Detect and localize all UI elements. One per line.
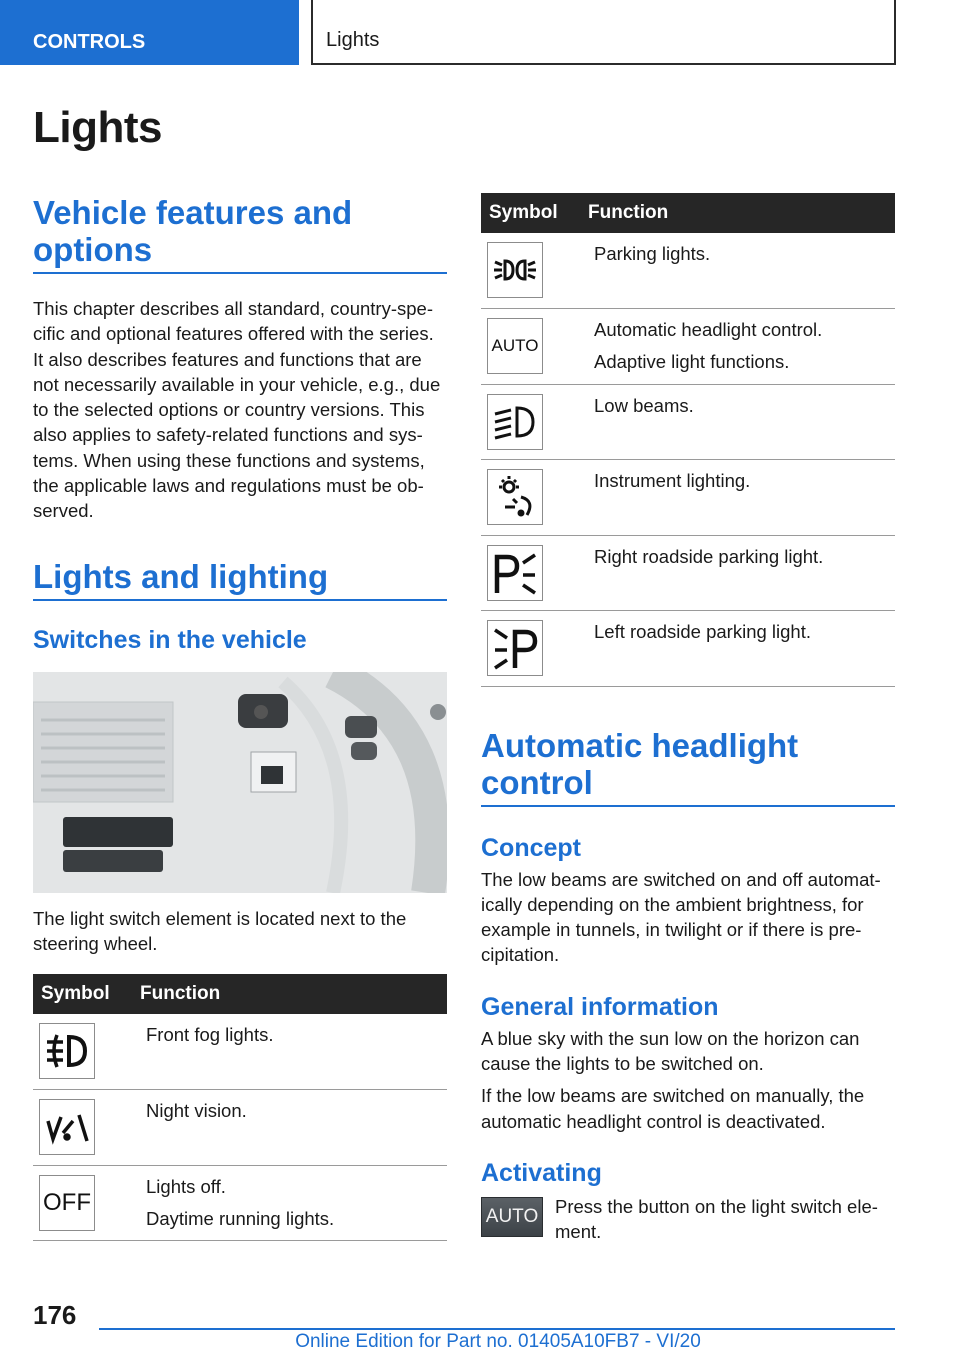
- table-row: [481, 611, 895, 687]
- function-text: Lights off.: [146, 1175, 226, 1197]
- table-header-symbol: Symbol: [33, 974, 140, 1014]
- features-paragraph: This chapter describes all standard, country-spe- cific and optional features offered with the series. It also describes features and functions that are not necessarily available in your vehicle, e.g., due to the selected options or country versions. This also applies to safety-related functions and sys- tems. When using these functions and systems, the applicable laws and regulations must be ob- served.: [33, 298, 441, 522]
- table-header-symbol: Symbol: [481, 193, 588, 233]
- table-row: [481, 460, 895, 536]
- table-row: [33, 1165, 447, 1241]
- activating-paragraph: Press the button on the light switch ele- ment.: [555, 1195, 878, 1243]
- heading-lights-and-lighting: Lights and lighting: [33, 558, 447, 601]
- table-row: [481, 535, 895, 611]
- function-text: Low beams.: [594, 394, 694, 416]
- dashboard-illustration: [33, 672, 447, 893]
- table-row: [481, 384, 895, 460]
- table-row: [33, 1090, 447, 1166]
- general-paragraph-1: A blue sky with the sun low on the horizon can cause the lights to be switched on.: [481, 1027, 860, 1074]
- left-column: [33, 194, 447, 1241]
- function-text: Left roadside parking light.: [594, 621, 811, 642]
- function-text: Night vision.: [146, 1100, 247, 1122]
- left-roadside-parking-light-icon: [487, 620, 543, 676]
- night-vision-icon: [39, 1099, 95, 1155]
- function-text: Automatic headlight control.: [594, 319, 823, 340]
- heading-vehicle-features: Vehicle features and options: [33, 194, 447, 274]
- switch-location-paragraph: The light switch element is located next to the steering wheel.: [33, 907, 407, 954]
- function-text: Daytime running lights.: [146, 1207, 335, 1229]
- heading-activating: Activating: [481, 1158, 602, 1187]
- left-symbol-table: [33, 974, 447, 1241]
- concept-paragraph: The low beams are switched on and off automat- ically depending on the ambient brightness, for example in tunnels, in twilight or if there is pre- cipitation.: [481, 868, 881, 966]
- footer-edition: Online Edition for Part no. 01405A10FB7 - VI/20: [295, 1331, 701, 1352]
- header-section-tab: CONTROLS: [0, 0, 299, 65]
- heading-general-information: General information: [481, 992, 719, 1021]
- function-text: Front fog lights.: [146, 1024, 274, 1046]
- heading-switches-in-vehicle: Switches in the vehicle: [33, 625, 307, 654]
- right-column: [481, 193, 895, 1244]
- light-switch-photo: [33, 672, 447, 893]
- header-topic-tab: Lights: [311, 0, 896, 65]
- auto-button-icon: AUTO: [481, 1197, 543, 1237]
- function-text: Right roadside parking light.: [594, 545, 824, 567]
- parking-lights-icon: [487, 242, 543, 298]
- front-fog-lights-icon: [39, 1023, 95, 1079]
- table-header-function: Function: [140, 974, 447, 1014]
- table-header-function: Function: [588, 193, 895, 233]
- table-row: [481, 309, 895, 385]
- table-row: [481, 233, 895, 309]
- low-beams-icon: [487, 394, 543, 450]
- general-paragraph-2: If the low beams are switched on manually, the automatic headlight control is deactivated.: [481, 1085, 865, 1132]
- right-symbol-table: [481, 193, 895, 687]
- auto-icon: AUTO: [487, 318, 543, 374]
- instrument-lighting-icon: [487, 469, 543, 525]
- table-row: [33, 1014, 447, 1090]
- function-text: Instrument lighting.: [594, 470, 751, 491]
- function-text: Parking lights.: [594, 243, 711, 264]
- footer-divider: [99, 1328, 895, 1330]
- lights-off-icon: OFF: [39, 1175, 95, 1231]
- activating-block: [481, 1194, 895, 1245]
- right-roadside-parking-light-icon: [487, 545, 543, 601]
- page-number: 176: [33, 1300, 77, 1330]
- page-title: Lights: [33, 103, 162, 152]
- heading-concept: Concept: [481, 833, 581, 862]
- function-text: Adaptive light functions.: [594, 351, 790, 372]
- heading-automatic-headlight-control: Automatic headlight control: [481, 727, 895, 807]
